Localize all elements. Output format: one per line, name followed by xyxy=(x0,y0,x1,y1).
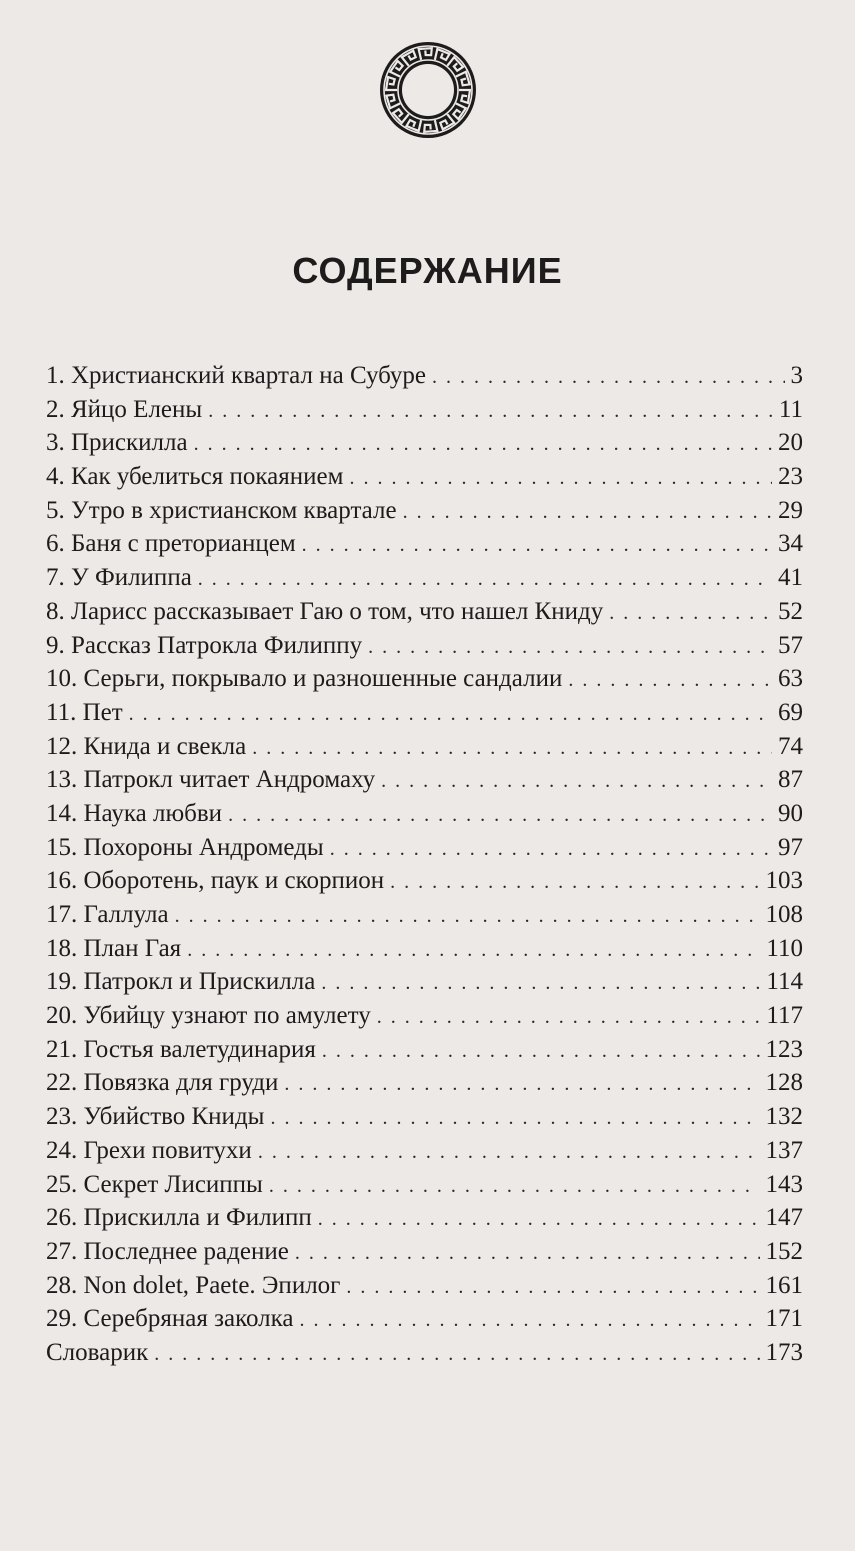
dot-leader xyxy=(349,462,772,496)
toc-entry-page-number: 34 xyxy=(778,530,803,558)
dot-leader xyxy=(208,395,773,429)
dot-leader xyxy=(198,563,772,597)
toc-entry-page-number: 114 xyxy=(766,968,803,996)
toc-entry xyxy=(46,1066,803,1100)
toc-entry-page-number: 117 xyxy=(766,1002,803,1030)
toc-entry-page-number: 173 xyxy=(765,1338,803,1366)
toc-entry xyxy=(46,1201,803,1235)
toc-entry-page-number: 143 xyxy=(765,1170,803,1198)
toc-entry-page-number: 20 xyxy=(778,429,803,457)
toc-entry xyxy=(46,932,803,966)
toc-entry xyxy=(46,797,803,831)
dot-leader xyxy=(403,496,772,530)
toc-entry-page-number: 87 xyxy=(778,766,803,794)
toc-entry-label: 17. Галлула xyxy=(46,901,169,928)
toc-entry-page-number: 23 xyxy=(778,463,803,491)
toc-entry xyxy=(46,1100,803,1134)
toc-entry-page-number: 147 xyxy=(765,1204,803,1232)
dot-leader xyxy=(270,1102,759,1136)
toc-entry-label: 16. Оборотень, паук и скорпион xyxy=(46,867,385,895)
toc-entry-label: 11. Пет xyxy=(46,698,123,726)
toc-entry-page-number: 90 xyxy=(778,799,803,827)
dot-leader xyxy=(390,866,759,900)
toc-entry-label: 7. У Филиппа xyxy=(46,564,192,592)
toc-entry-label: 15. Похороны Андромеды xyxy=(46,833,324,861)
toc-entry-page-number: 97 xyxy=(778,833,803,861)
toc-entry-label: 14. Наука любви xyxy=(46,799,223,827)
toc-entry-page-number: 3 xyxy=(790,362,803,389)
toc-entry xyxy=(46,494,803,528)
toc-entry xyxy=(46,359,803,393)
dot-leader xyxy=(228,799,772,833)
toc-entry xyxy=(46,1235,803,1269)
toc-entry-label: 2. Яйцо Елены xyxy=(46,395,203,423)
toc-entry-page-number: 110 xyxy=(766,934,803,962)
toc-entry-page-number: 103 xyxy=(765,867,803,895)
table-of-contents xyxy=(46,359,803,1370)
dot-leader xyxy=(381,765,772,799)
dot-leader xyxy=(129,698,772,732)
dot-leader xyxy=(432,361,784,395)
toc-entry-label: 9. Рассказ Патрокла Филиппу xyxy=(46,631,363,659)
toc-entry xyxy=(46,1269,803,1303)
toc-entry-label: 5. Утро в христианском квартале xyxy=(46,496,397,524)
toc-entry-label: 20. Убийцу узнают по амулету xyxy=(46,1002,371,1030)
toc-entry-page-number: 152 xyxy=(765,1237,803,1265)
dot-leader xyxy=(258,1136,760,1170)
toc-entry-label: 10. Серьги, покрывало и разношенные сандалии xyxy=(46,665,563,693)
toc-entry-label: 12. Книда и свекла xyxy=(46,732,247,760)
toc-entry xyxy=(46,629,803,663)
toc-entry-label: 22. Повязка для груди xyxy=(46,1069,279,1097)
dot-leader xyxy=(175,900,760,934)
dot-leader xyxy=(269,1170,760,1204)
toc-entry-label: 28. Non dolet, Paete. Эпилог xyxy=(46,1271,341,1299)
toc-entry xyxy=(46,898,803,932)
dot-leader xyxy=(368,631,772,665)
toc-entry-page-number: 137 xyxy=(765,1136,803,1164)
toc-entry xyxy=(46,595,803,629)
dot-leader xyxy=(252,732,772,766)
toc-entry-page-number: 57 xyxy=(778,631,803,659)
toc-entry xyxy=(46,561,803,595)
toc-entry xyxy=(46,1336,803,1370)
dot-leader xyxy=(318,1203,760,1237)
dot-leader xyxy=(284,1068,759,1102)
toc-entry xyxy=(46,460,803,494)
toc-entry-label: 18. План Гая xyxy=(46,934,182,962)
toc-entry xyxy=(46,730,803,764)
toc-entry-page-number: 29 xyxy=(778,496,803,524)
toc-entry-label: 23. Убийство Книды xyxy=(46,1103,265,1131)
toc-entry-page-number: 41 xyxy=(778,564,803,592)
toc-entry xyxy=(46,999,803,1033)
toc-entry-label: 8. Ларисс рассказывает Гаю о том, что нашел Книду xyxy=(46,597,604,625)
toc-entry-page-number: 52 xyxy=(778,597,803,625)
toc-entry-page-number: 128 xyxy=(765,1069,803,1097)
dot-leader xyxy=(330,833,772,867)
dot-leader xyxy=(154,1338,759,1372)
toc-entry-page-number: 171 xyxy=(765,1305,803,1333)
toc-entry-label: 6. Баня с преторианцем xyxy=(46,530,296,558)
dot-leader xyxy=(377,1001,761,1035)
toc-entry xyxy=(46,1302,803,1336)
toc-entry-label: 26. Прискилла и Филипп xyxy=(46,1204,312,1232)
toc-entry-page-number: 74 xyxy=(778,732,803,760)
toc-entry xyxy=(46,1033,803,1067)
dot-leader xyxy=(609,597,772,631)
toc-entry-label: 29. Серебряная заколка xyxy=(46,1305,294,1333)
toc-entry xyxy=(46,1168,803,1202)
toc-entry-page-number: 69 xyxy=(778,698,803,726)
toc-entry-label: 27. Последнее радение xyxy=(46,1237,289,1265)
toc-entry-label: 13. Патрокл читает Андромаху xyxy=(46,766,376,794)
toc-entry xyxy=(46,763,803,797)
toc-entry-label: 25. Секрет Лисиппы xyxy=(46,1170,263,1198)
toc-entry xyxy=(46,393,803,427)
dot-leader xyxy=(302,529,772,563)
greek-meander-circle-icon xyxy=(378,40,478,140)
dot-leader xyxy=(322,1035,760,1069)
toc-entry xyxy=(46,864,803,898)
toc-entry-page-number: 132 xyxy=(765,1103,803,1131)
toc-entry-page-number: 123 xyxy=(765,1035,803,1063)
toc-entry xyxy=(46,662,803,696)
dot-leader xyxy=(295,1237,760,1271)
page-title: СОДЕРЖАНИЕ xyxy=(292,250,563,291)
dot-leader xyxy=(346,1271,759,1305)
dot-leader xyxy=(568,664,772,698)
toc-entry-label: 3. Прискилла xyxy=(46,429,188,457)
toc-entry-label: 4. Как убелиться покаянием xyxy=(46,463,344,491)
toc-entry-label: 24. Грехи повитухи xyxy=(46,1136,252,1164)
toc-entry xyxy=(46,527,803,561)
toc-entry-label: 1. Христианский квартал на Субуре xyxy=(46,362,427,389)
toc-entry-page-number: 161 xyxy=(765,1271,803,1299)
toc-entry-label: Словарик xyxy=(46,1338,149,1366)
toc-entry xyxy=(46,965,803,999)
dot-leader xyxy=(299,1304,759,1338)
toc-entry-page-number: 108 xyxy=(765,901,803,928)
toc-entry-page-number: 11 xyxy=(778,395,803,423)
toc-entry-label: 19. Патрокл и Прискилла xyxy=(46,968,316,996)
toc-entry-label: 21. Гостья валетудинария xyxy=(46,1035,316,1063)
dot-leader xyxy=(187,934,760,968)
dot-leader xyxy=(194,428,772,462)
toc-entry xyxy=(46,696,803,730)
toc-entry xyxy=(46,831,803,865)
dot-leader xyxy=(321,967,760,1001)
toc-entry xyxy=(46,426,803,460)
toc-entry-page-number: 63 xyxy=(778,665,803,693)
toc-entry xyxy=(46,1134,803,1168)
